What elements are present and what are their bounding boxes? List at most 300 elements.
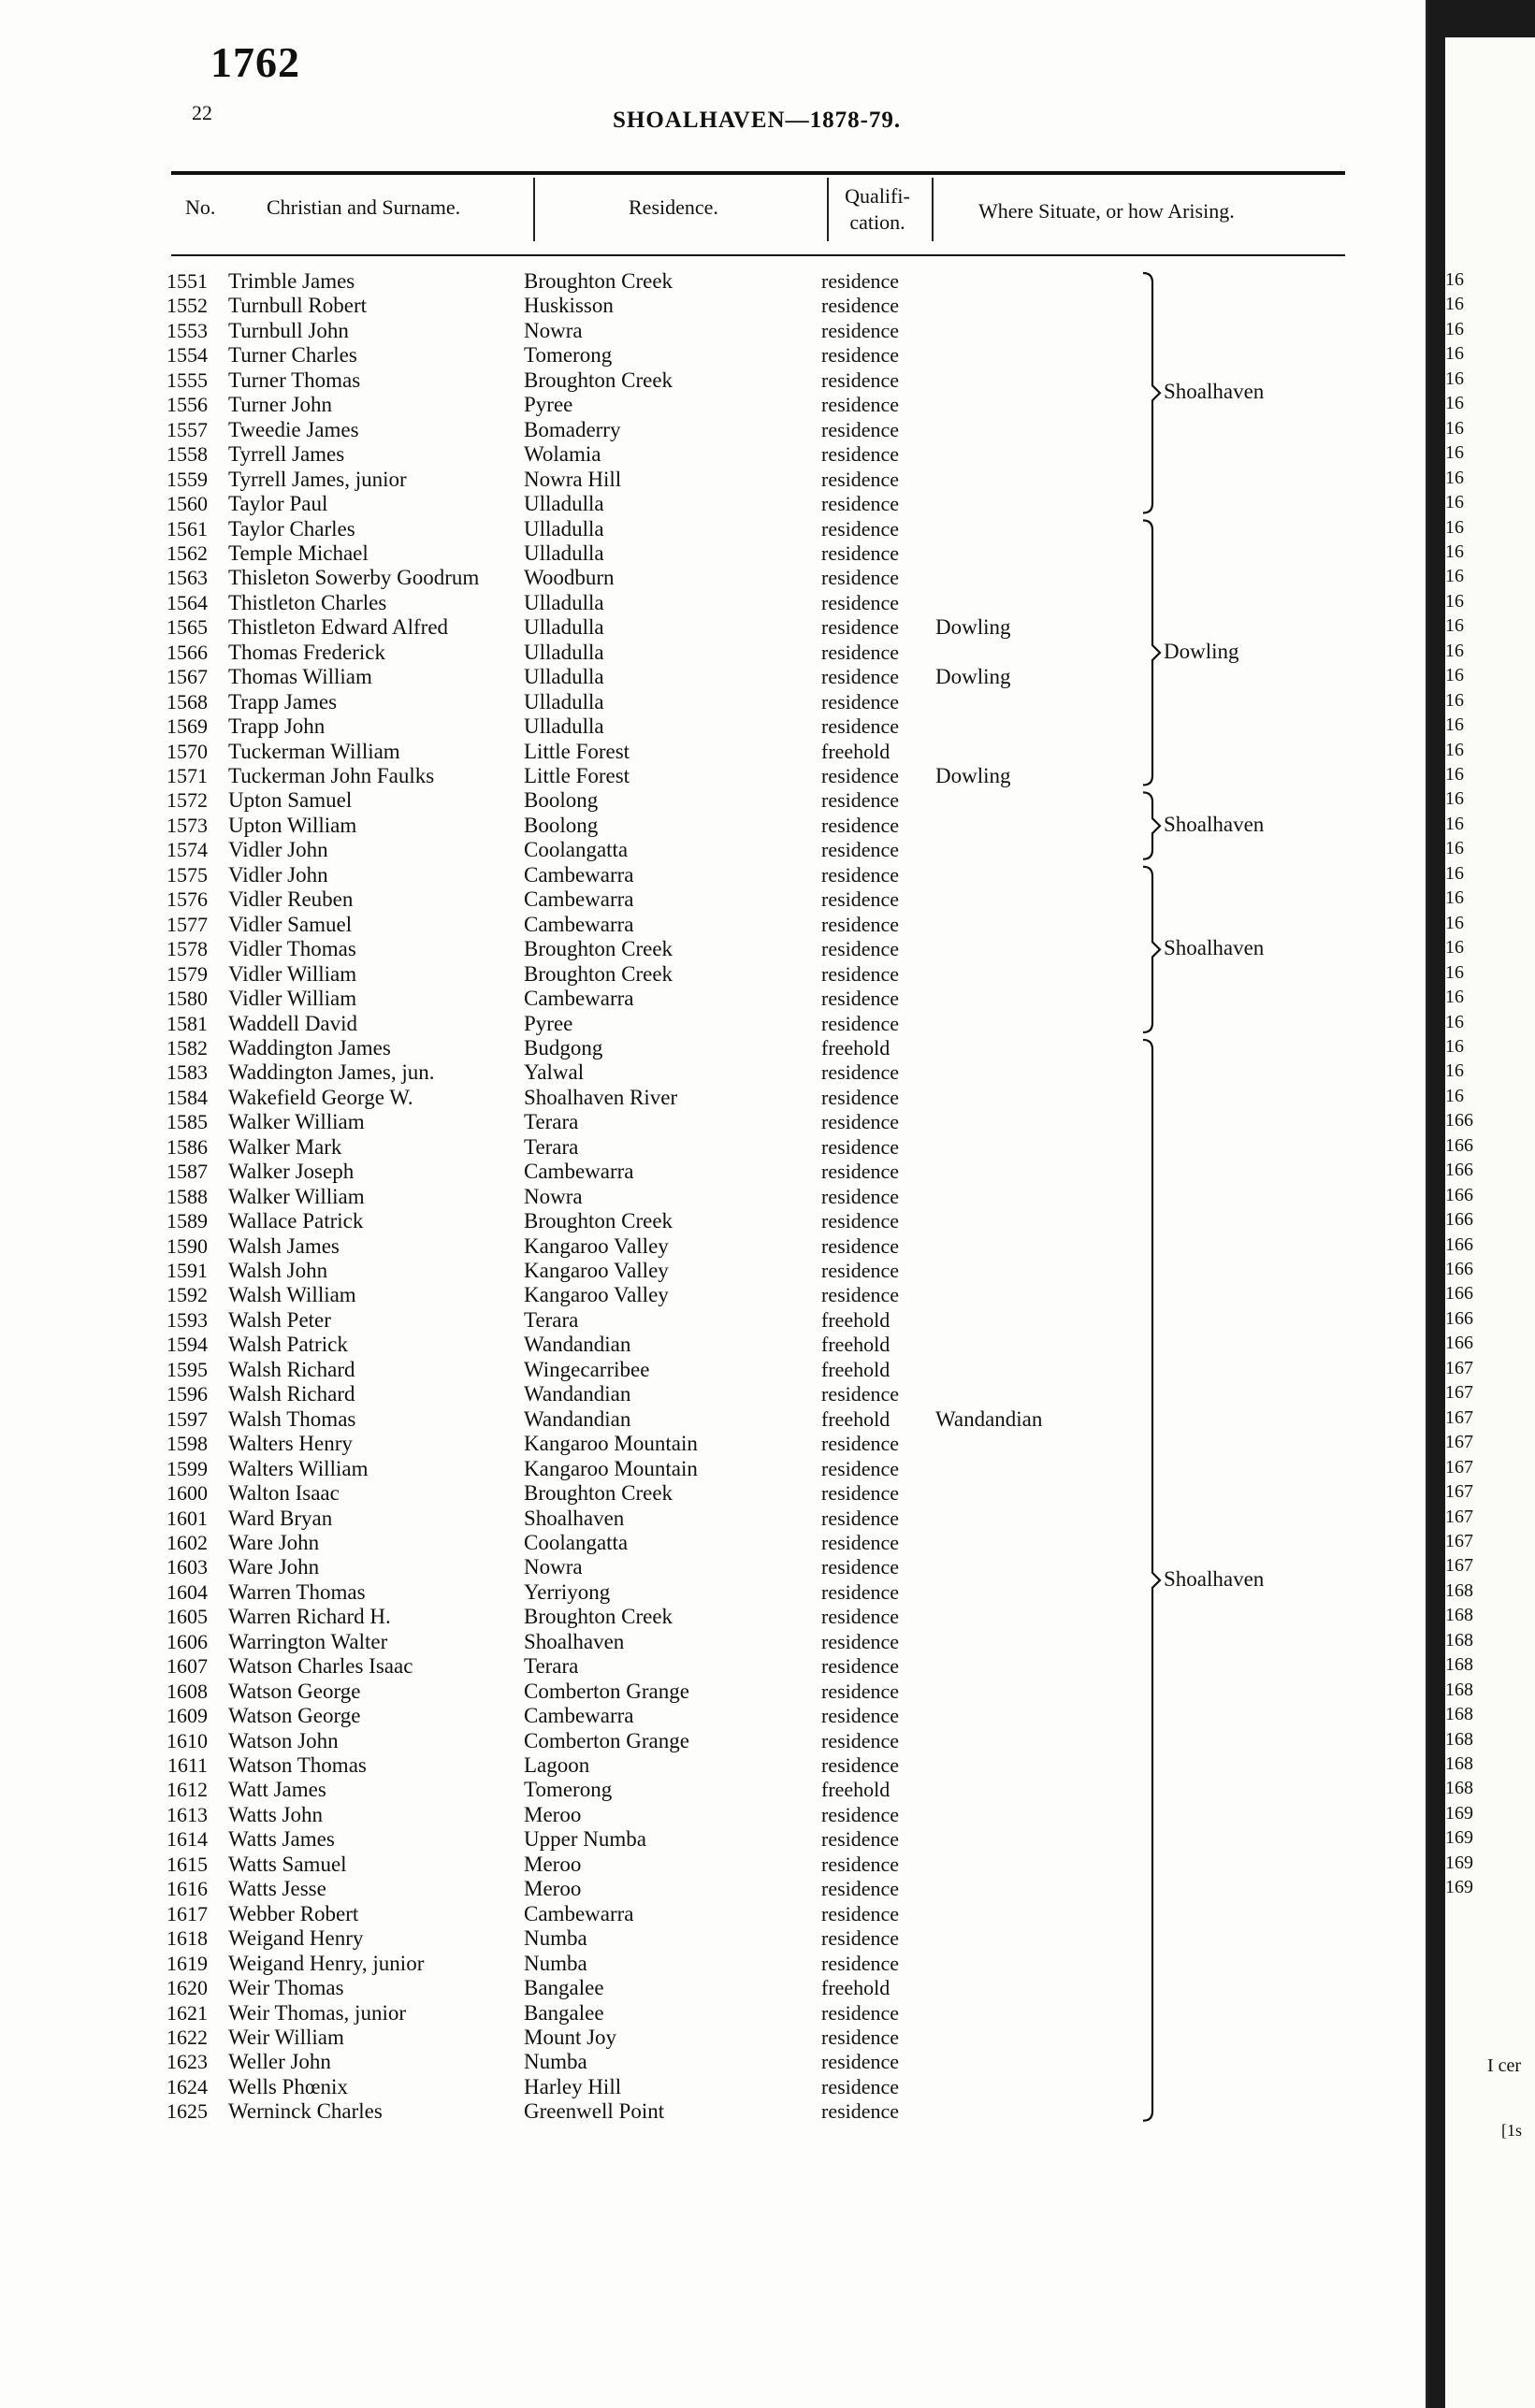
entry-number: 1566 — [167, 640, 208, 664]
entry-residence: Bangalee — [524, 2000, 604, 2025]
entry-where-situate: Dowling — [935, 764, 1011, 787]
brace-label: Shoalhaven — [1164, 936, 1265, 960]
entry-residence: Coolangatta — [524, 838, 629, 862]
entry-residence: Comberton Grange — [524, 1679, 689, 1703]
entry-qualification: residence — [821, 1481, 900, 1506]
entry-number: 1608 — [167, 1679, 208, 1703]
entry-qualification: freehold — [821, 1035, 891, 1060]
entry-qualification: residence — [821, 1629, 900, 1653]
entry-qualification: residence — [821, 1259, 900, 1282]
entry-qualification: residence — [821, 2025, 900, 2049]
entry-qualification: residence — [821, 2099, 900, 2124]
entry-residence: Nowra — [524, 1555, 583, 1579]
entry-residence: Meroo — [524, 1802, 582, 1826]
entry-residence: Terara — [524, 1110, 579, 1134]
next-page-number: 16 — [1445, 788, 1464, 810]
entry-number: 1582 — [167, 1035, 208, 1060]
entry-number: 1597 — [167, 1406, 208, 1431]
entry-residence: Ulladulla — [524, 590, 604, 614]
entry-qualification: freehold — [821, 1333, 891, 1357]
next-page-number: 167 — [1445, 1357, 1473, 1378]
entry-residence: Bomaderry — [524, 417, 621, 441]
entry-number: 1603 — [167, 1555, 208, 1579]
entry-qualification: residence — [821, 294, 900, 318]
next-page-number: 168 — [1445, 1605, 1473, 1626]
entry-residence: Cambewarra — [524, 1704, 634, 1728]
entry-residence: Broughton Creek — [524, 368, 673, 392]
entry-qualification: residence — [821, 590, 900, 614]
entry-name: Thistleton Charles — [228, 590, 387, 614]
next-page-number: 16 — [1445, 764, 1464, 785]
entry-qualification: residence — [821, 813, 900, 837]
entry-qualification: residence — [821, 788, 900, 813]
entry-name: Turner John — [228, 393, 332, 417]
brace — [1143, 867, 1160, 1032]
next-page-number: 16 — [1445, 442, 1464, 464]
column-header-name: Christian and Surname. — [267, 195, 461, 219]
entry-residence: Broughton Creek — [524, 1209, 673, 1233]
entry-name: Trimble James — [228, 269, 355, 293]
entry-number: 1567 — [167, 665, 208, 689]
entry-name: Taylor Paul — [228, 492, 328, 516]
entry-name: Temple Michael — [228, 541, 369, 565]
entry-residence: Budgong — [524, 1035, 603, 1060]
next-page-footnote: [1s — [1501, 2121, 1522, 2140]
entry-qualification: residence — [821, 1926, 900, 1951]
entry-residence: Broughton Creek — [524, 1605, 673, 1629]
entry-qualification: residence — [821, 1530, 900, 1554]
entry-name: Watson George — [228, 1704, 361, 1728]
entry-residence: Cambewarra — [524, 862, 634, 887]
entry-qualification: freehold — [821, 1307, 891, 1332]
entry-residence: Yerriyong — [524, 1579, 611, 1604]
next-page-number: 16 — [1445, 269, 1464, 290]
entry-number: 1592 — [167, 1283, 208, 1307]
entry-name: Watson George — [228, 1679, 361, 1703]
entry-number: 1551 — [167, 269, 208, 293]
next-page-number: 168 — [1445, 1629, 1473, 1651]
entry-number: 1598 — [167, 1432, 208, 1456]
entry-qualification: residence — [821, 1901, 900, 1925]
entry-number: 1555 — [167, 368, 208, 392]
entry-number: 1581 — [167, 1011, 208, 1035]
entry-name: Thomas William — [228, 665, 372, 689]
entry-number: 1617 — [167, 1901, 208, 1925]
entry-residence: Kangaroo Mountain — [524, 1432, 698, 1456]
entry-residence: Upper Numba — [524, 1827, 646, 1852]
next-page-number: 168 — [1445, 1654, 1473, 1676]
next-page-number: 16 — [1445, 1035, 1464, 1057]
entry-qualification: residence — [821, 2074, 900, 2098]
column-header-qualification: Qualifi- cation. — [845, 184, 910, 234]
entry-qualification: residence — [821, 1432, 900, 1456]
stamp-number: 1762 — [210, 38, 300, 86]
next-page-number: 168 — [1445, 1679, 1473, 1700]
entry-residence: Shoalhaven River — [524, 1085, 678, 1109]
entry-name: Watts John — [228, 1802, 324, 1826]
entry-name: Wallace Patrick — [228, 1209, 364, 1233]
entry-number: 1564 — [167, 590, 208, 614]
entry-name: Taylor Charles — [228, 516, 355, 541]
entry-qualification: residence — [821, 1579, 900, 1604]
next-page-number: 16 — [1445, 368, 1464, 389]
entry-number: 1574 — [167, 838, 208, 862]
entry-residence: Shoalhaven — [524, 1506, 625, 1530]
entry-qualification: residence — [821, 1160, 900, 1184]
entry-qualification: freehold — [821, 1976, 891, 2000]
next-page-number: 169 — [1445, 1802, 1473, 1824]
next-page-number: 16 — [1445, 590, 1464, 612]
next-page-number: 16 — [1445, 393, 1464, 414]
entry-qualification: residence — [821, 1209, 900, 1233]
entry-number: 1557 — [167, 417, 208, 441]
entry-number: 1558 — [167, 442, 208, 467]
entry-name: Vidler Thomas — [228, 937, 356, 961]
entry-qualification: freehold — [821, 1357, 891, 1381]
entry-residence: Mount Joy — [524, 2025, 617, 2049]
entry-residence: Meroo — [524, 1852, 582, 1876]
entry-residence: Nowra Hill — [524, 467, 622, 491]
entry-qualification: residence — [821, 665, 900, 689]
entry-name: Tyrrell James, junior — [228, 467, 407, 491]
entry-number: 1609 — [167, 1704, 208, 1728]
entry-number: 1605 — [167, 1605, 208, 1629]
entry-qualification: residence — [821, 615, 900, 640]
entry-name: Turner Thomas — [228, 368, 361, 392]
entry-number: 1556 — [167, 393, 208, 417]
next-page-number: 16 — [1445, 492, 1464, 513]
next-page-number: 16 — [1445, 417, 1464, 439]
brace-label: Shoalhaven — [1164, 813, 1265, 837]
entry-qualification: residence — [821, 912, 900, 936]
entry-where-situate: Dowling — [935, 615, 1011, 640]
next-page-number: 16 — [1445, 739, 1464, 760]
entry-number: 1552 — [167, 294, 208, 318]
entry-qualification: residence — [821, 1233, 900, 1258]
entry-residence: Coolangatta — [524, 1530, 629, 1554]
entry-number: 1625 — [167, 2099, 208, 2124]
entry-qualification: residence — [821, 937, 900, 961]
entry-name: Waddington James, jun. — [228, 1060, 435, 1085]
next-page-edge — [1445, 37, 1535, 2408]
entry-number: 1621 — [167, 2000, 208, 2025]
entry-name: Walsh Thomas — [228, 1406, 356, 1431]
next-page-number: 167 — [1445, 1432, 1473, 1453]
entry-qualification: freehold — [821, 1406, 891, 1431]
entry-number: 1589 — [167, 1209, 208, 1233]
next-page-number: 167 — [1445, 1456, 1473, 1478]
entry-where-situate: Dowling — [935, 665, 1011, 689]
entry-name: Walsh Patrick — [228, 1333, 348, 1357]
entry-name: Tuckerman John Faulks — [228, 764, 435, 787]
next-page-number: 166 — [1445, 1233, 1473, 1255]
next-page-number: 168 — [1445, 1778, 1473, 1799]
entry-name: Vidler John — [228, 862, 328, 887]
entry-qualification: residence — [821, 442, 900, 467]
entry-residence: Ulladulla — [524, 714, 604, 739]
entry-number: 1596 — [167, 1382, 208, 1406]
entry-residence: Wandandian — [524, 1382, 631, 1406]
entry-number: 1600 — [167, 1481, 208, 1506]
entry-name: Walker Joseph — [228, 1160, 355, 1184]
entry-name: Waddington James — [228, 1035, 391, 1060]
entry-qualification: residence — [821, 1802, 900, 1826]
entry-name: Vidler Reuben — [228, 887, 354, 912]
entry-qualification: residence — [821, 1753, 900, 1777]
next-page-number: 166 — [1445, 1110, 1473, 1132]
entry-residence: Broughton Creek — [524, 961, 673, 986]
entry-name: Weir Thomas — [228, 1976, 344, 2000]
entry-number: 1615 — [167, 1852, 208, 1876]
next-page-number: 168 — [1445, 1753, 1473, 1774]
entry-residence: Boolong — [524, 788, 599, 813]
entry-name: Walters Henry — [228, 1432, 353, 1456]
entry-qualification: residence — [821, 368, 900, 392]
entry-residence: Tomerong — [524, 343, 613, 368]
entry-qualification: residence — [821, 689, 900, 714]
entry-name: Waddell David — [228, 1011, 358, 1035]
brace-label: Shoalhaven — [1164, 380, 1265, 404]
entry-number: 1602 — [167, 1530, 208, 1554]
next-page-number: 16 — [1445, 813, 1464, 834]
entry-residence: Harley Hill — [524, 2074, 622, 2098]
next-page-number: 167 — [1445, 1406, 1473, 1428]
entry-residence: Cambewarra — [524, 887, 634, 912]
next-page-number: 166 — [1445, 1283, 1473, 1305]
next-page-number: 16 — [1445, 318, 1464, 339]
entry-residence: Terara — [524, 1654, 579, 1679]
entry-residence: Terara — [524, 1134, 579, 1159]
entry-qualification: residence — [821, 714, 900, 739]
entry-residence: Tomerong — [524, 1778, 613, 1802]
entry-qualification: residence — [821, 1506, 900, 1530]
entry-qualification: residence — [821, 417, 900, 441]
entry-name: Tyrrell James — [228, 442, 345, 467]
entry-number: 1607 — [167, 1654, 208, 1679]
entry-name: Walsh James — [228, 1233, 340, 1258]
entry-name: Thisleton Sowerby Goodrum — [228, 566, 480, 590]
next-page-number: 16 — [1445, 689, 1464, 711]
next-page-number: 16 — [1445, 1011, 1464, 1032]
entry-qualification: residence — [821, 1085, 900, 1109]
entry-number: 1591 — [167, 1259, 208, 1282]
entry-qualification: residence — [821, 1704, 900, 1728]
entry-residence: Little Forest — [524, 739, 630, 763]
entry-qualification: residence — [821, 1827, 900, 1852]
next-page-number: 166 — [1445, 1209, 1473, 1231]
entry-name: Vidler William — [228, 961, 357, 986]
entry-number: 1573 — [167, 813, 208, 837]
page-number: 22 — [192, 101, 212, 124]
brace — [1143, 792, 1160, 858]
entry-name: Wakefield George W. — [228, 1085, 413, 1109]
entry-qualification: residence — [821, 1605, 900, 1629]
entry-name: Werninck Charles — [228, 2099, 383, 2124]
entry-residence: Boolong — [524, 813, 599, 837]
entry-name: Watts James — [228, 1827, 335, 1852]
entry-name: Watson John — [228, 1728, 339, 1752]
entry-qualification: residence — [821, 1110, 900, 1134]
entry-number: 1554 — [167, 343, 208, 368]
entry-qualification: residence — [821, 2050, 900, 2074]
next-page-number: 169 — [1445, 1877, 1473, 1898]
entry-name: Trapp John — [228, 714, 326, 739]
next-page-number: 16 — [1445, 937, 1464, 959]
next-page-number: 166 — [1445, 1134, 1473, 1156]
next-page-number: 167 — [1445, 1382, 1473, 1404]
entry-number: 1586 — [167, 1134, 208, 1159]
entry-residence: Numba — [524, 2050, 587, 2074]
next-page-number: 169 — [1445, 1827, 1473, 1849]
entry-residence: Cambewarra — [524, 1901, 634, 1925]
next-page-number: 16 — [1445, 887, 1464, 909]
entry-residence: Numba — [524, 1951, 587, 1975]
entry-qualification: residence — [821, 1555, 900, 1579]
entry-qualification: residence — [821, 887, 900, 912]
entry-qualification: residence — [821, 1456, 900, 1480]
entry-residence: Terara — [524, 1307, 579, 1332]
entry-residence: Nowra — [524, 318, 583, 342]
next-page-number: 16 — [1445, 516, 1464, 538]
entry-qualification: residence — [821, 987, 900, 1011]
entry-residence: Numba — [524, 1926, 587, 1951]
entry-qualification: residence — [821, 1382, 900, 1406]
entry-qualification: residence — [821, 1654, 900, 1679]
entry-name: Walton Isaac — [228, 1481, 340, 1506]
next-page-number: 16 — [1445, 615, 1464, 637]
entry-residence: Pyree — [524, 1011, 573, 1035]
next-page-number: 16 — [1445, 912, 1464, 933]
entry-number: 1580 — [167, 987, 208, 1011]
entry-name: Watson Charles Isaac — [228, 1654, 413, 1679]
entry-qualification: residence — [821, 269, 900, 293]
entry-number: 1618 — [167, 1926, 208, 1951]
entry-residence: Kangaroo Valley — [524, 1283, 669, 1307]
entry-name: Walsh Richard — [228, 1382, 355, 1406]
entry-qualification: residence — [821, 492, 900, 516]
entry-number: 1563 — [167, 566, 208, 590]
next-page-number: 167 — [1445, 1481, 1473, 1503]
entry-qualification: residence — [821, 1728, 900, 1752]
next-page-certify-text: I cer — [1487, 2055, 1522, 2076]
entry-number: 1612 — [167, 1778, 208, 1802]
next-page-number: 16 — [1445, 961, 1464, 983]
entry-name: Ward Bryan — [228, 1506, 333, 1530]
entry-qualification: residence — [821, 1877, 900, 1901]
entry-number: 1610 — [167, 1728, 208, 1752]
entry-name: Vidler Samuel — [228, 912, 353, 936]
entry-residence: Nowra — [524, 1184, 583, 1208]
next-page-number: 166 — [1445, 1184, 1473, 1205]
next-page-number: 16 — [1445, 665, 1464, 686]
entry-residence: Kangaroo Valley — [524, 1259, 669, 1282]
entry-qualification: residence — [821, 961, 900, 986]
next-page-number: 166 — [1445, 1333, 1473, 1354]
entry-name: Ware John — [228, 1555, 320, 1579]
entry-residence: Kangaroo Valley — [524, 1233, 669, 1258]
entry-name: Walker Mark — [228, 1134, 342, 1159]
next-page-number: 167 — [1445, 1530, 1473, 1551]
entry-name: Trapp James — [228, 689, 338, 714]
entry-number: 1561 — [167, 516, 208, 541]
brace-label: Shoalhaven — [1164, 1566, 1265, 1591]
entry-number: 1578 — [167, 937, 208, 961]
entry-name: Watson Thomas — [228, 1753, 367, 1777]
next-page-number: 167 — [1445, 1506, 1473, 1527]
entry-qualification: residence — [821, 541, 900, 565]
next-page-number: 16 — [1445, 566, 1464, 587]
entry-name: Wells Phœnix — [228, 2074, 348, 2098]
entry-residence: Ulladulla — [524, 541, 604, 565]
next-page-number: 168 — [1445, 1728, 1473, 1750]
next-page-number: 16 — [1445, 838, 1464, 859]
entry-residence: Cambewarra — [524, 1160, 634, 1184]
entry-qualification: residence — [821, 467, 900, 491]
entry-number: 1590 — [167, 1233, 208, 1258]
entry-residence: Meroo — [524, 1877, 582, 1901]
entry-qualification: residence — [821, 566, 900, 590]
entry-residence: Huskisson — [524, 294, 614, 318]
entry-number: 1616 — [167, 1877, 208, 1901]
entry-name: Weigand Henry — [228, 1926, 364, 1951]
entry-number: 1611 — [167, 1753, 208, 1777]
entry-number: 1559 — [167, 467, 208, 491]
brace — [1143, 1040, 1160, 2121]
entry-qualification: residence — [821, 838, 900, 862]
entry-residence: Wolamia — [524, 442, 601, 467]
entry-residence: Wandandian — [524, 1406, 631, 1431]
entry-number: 1594 — [167, 1333, 208, 1357]
entry-qualification: residence — [821, 1184, 900, 1208]
entry-qualification: residence — [821, 343, 900, 368]
entry-residence: Cambewarra — [524, 912, 634, 936]
entry-residence: Kangaroo Mountain — [524, 1456, 698, 1480]
entry-number: 1599 — [167, 1456, 208, 1480]
entry-number: 1562 — [167, 541, 208, 565]
entry-qualification: residence — [821, 1060, 900, 1085]
entry-name: Walker William — [228, 1184, 365, 1208]
next-page-number: 166 — [1445, 1307, 1473, 1329]
entry-residence: Ulladulla — [524, 665, 604, 689]
next-page-number: 16 — [1445, 987, 1464, 1008]
entry-residence: Wandandian — [524, 1333, 631, 1357]
next-page-number: 16 — [1445, 343, 1464, 365]
entry-residence: Little Forest — [524, 764, 630, 787]
entry-residence: Broughton Creek — [524, 1481, 673, 1506]
entry-number: 1620 — [167, 1976, 208, 2000]
next-page-number: 16 — [1445, 294, 1464, 315]
next-page-number: 16 — [1445, 862, 1464, 884]
column-header-where: Where Situate, or how Arising. — [978, 199, 1235, 223]
entry-residence: Ulladulla — [524, 492, 604, 516]
next-page-number: 169 — [1445, 1852, 1473, 1873]
entry-qualification: residence — [821, 318, 900, 342]
entry-name: Warrington Walter — [228, 1629, 388, 1653]
entry-name: Warren Thomas — [228, 1579, 366, 1604]
entry-residence: Shoalhaven — [524, 1629, 625, 1653]
next-page-number: 16 — [1445, 640, 1464, 661]
entry-residence: Wingecarribee — [524, 1357, 650, 1381]
entry-residence: Broughton Creek — [524, 269, 673, 293]
entry-qualification: residence — [821, 1283, 900, 1307]
entry-residence: Yalwal — [524, 1060, 585, 1085]
entry-name: Weir William — [228, 2025, 344, 2049]
entry-residence: Cambewarra — [524, 987, 634, 1011]
entry-residence: Ulladulla — [524, 640, 604, 664]
entry-qualification: residence — [821, 393, 900, 417]
entry-number: 1622 — [167, 2025, 208, 2049]
entry-number: 1606 — [167, 1629, 208, 1653]
